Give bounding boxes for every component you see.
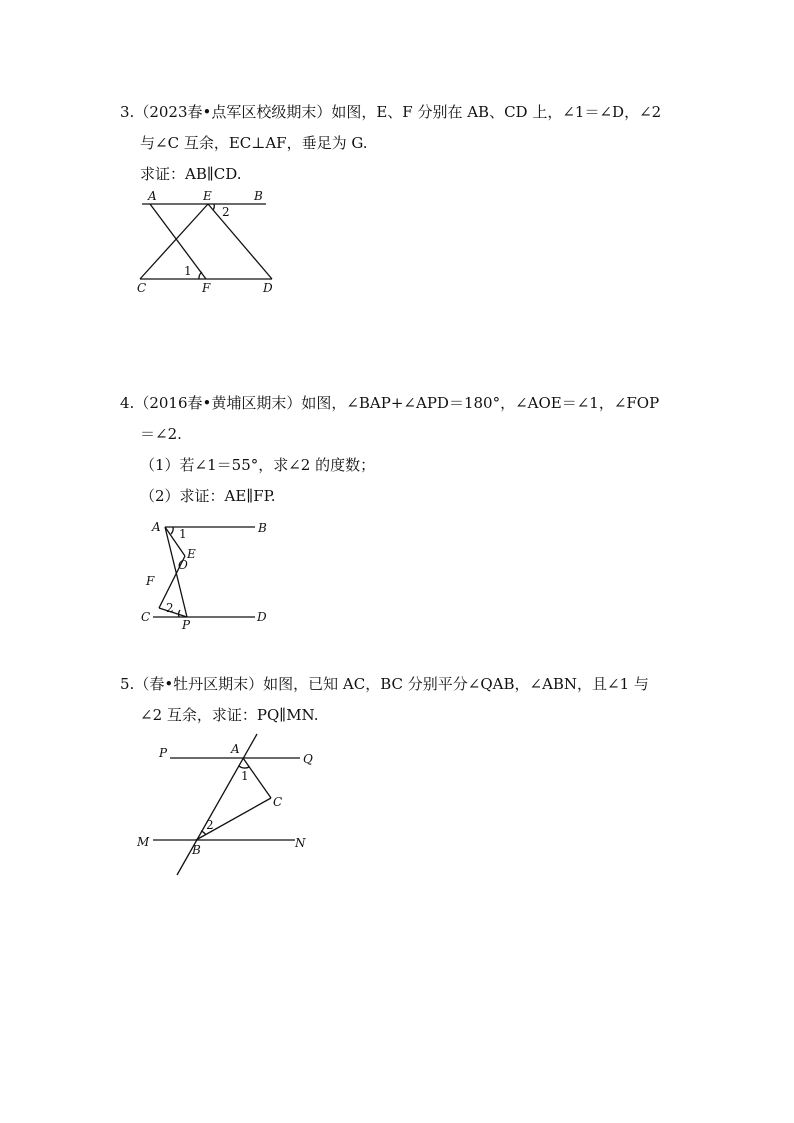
label-A: A [152, 520, 161, 534]
label-C: C [137, 281, 147, 295]
problem-3-line-2: 与∠C 互余，EC⊥AF，垂足为 G. [140, 134, 368, 152]
angle-2-arc [213, 204, 214, 210]
label-A: A [231, 742, 240, 756]
label-P: P [159, 746, 168, 760]
label-C: C [273, 795, 283, 809]
problem-3-line-3: 求证：AB∥CD. [140, 165, 242, 183]
label-angle-2: 2 [222, 205, 230, 219]
problem-4-line-1: 4.（2016春•黄埔区期末）如图，∠BAP+∠APD＝180°，∠AOE＝∠1，∠FOP [120, 394, 660, 412]
label-angle-1: 1 [179, 527, 187, 541]
label-angle-2: 2 [206, 818, 214, 832]
problem-4-line-3: （1）若∠1＝55°，求∠2 的度数； [140, 456, 376, 474]
angle-1-arc [171, 527, 173, 534]
problem-5-line-1: 5.（春•牡丹区期末）如图，已知 AC，BC 分别平分∠QAB，∠ABN，且∠1 与 [120, 675, 649, 693]
label-O: O [178, 558, 188, 572]
label-angle-2: 2 [166, 601, 174, 615]
label-M: M [137, 835, 150, 849]
angle-1-arc [199, 272, 202, 279]
problem-4-line-4: （2）求证：AE∥FP. [140, 487, 276, 505]
label-E: E [187, 547, 196, 561]
angle-2-arc [179, 610, 180, 617]
problem-5-line-2: ∠2 互余，求证：PQ∥MN. [140, 706, 319, 724]
label-N: N [295, 836, 306, 850]
problem-5-figure [135, 732, 320, 877]
label-E: E [203, 189, 212, 203]
label-D: D [263, 281, 273, 295]
segment-ED [208, 204, 272, 279]
label-B: B [192, 843, 201, 857]
problem-4-number: 4. [120, 394, 135, 412]
label-angle-1: 1 [241, 769, 249, 783]
label-Q: Q [303, 752, 313, 766]
line-AB [177, 734, 257, 875]
label-A: A [148, 189, 157, 203]
problem-5-number: 5. [120, 675, 135, 693]
problem-3-number: 3. [120, 103, 135, 121]
label-angle-1: 1 [184, 264, 192, 278]
label-B: B [254, 189, 263, 203]
problem-3-figure [130, 186, 290, 298]
problem-4-line-2: ＝∠2. [140, 425, 182, 443]
problem-3-line-1: 3.（2023春•点军区校级期末）如图，E、F 分别在 AB、CD 上，∠1＝∠D，∠2 [120, 103, 662, 121]
angle-1-arc [239, 766, 249, 768]
label-D: D [257, 610, 267, 624]
label-F: F [202, 281, 211, 295]
label-P: P [182, 618, 191, 632]
label-B: B [258, 521, 267, 535]
problem-4-figure [135, 514, 285, 632]
label-C: C [141, 610, 151, 624]
label-F: F [146, 574, 155, 588]
